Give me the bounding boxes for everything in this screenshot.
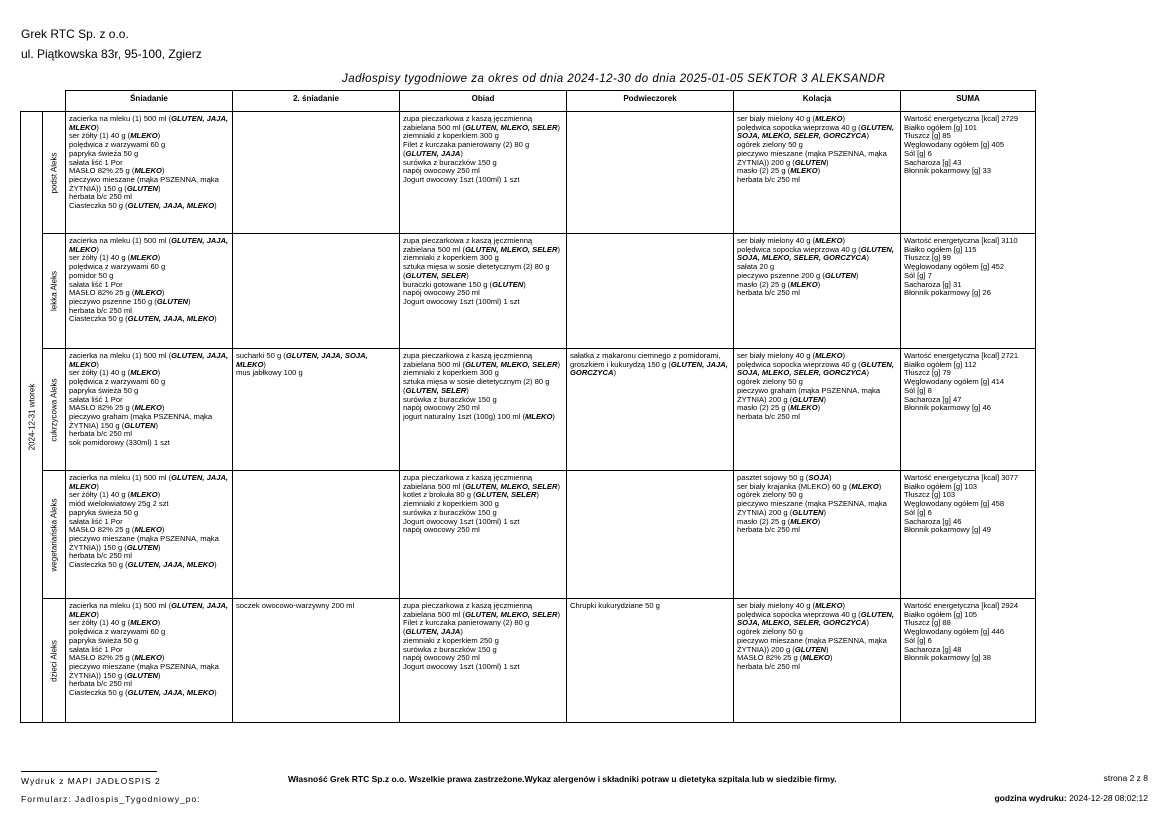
diet-cell bbox=[43, 471, 66, 599]
print-time-value: 2024-12-28 08:02:12 bbox=[1069, 793, 1148, 803]
cell-sniadanie: zacierka na mleku (1) 500 ml (GLUTEN, JAJA, MLEKO) ser żółty (1) 40 g (MLEKO) polędwica z warzywami 60 g papryka świeża 50 g sałata liść 1 Por MASŁO 82% 25 g (MLEKO) pieczywo graham (mąka PSZENNA, mąka ŻYTNIA) 150 g (GLUTEN) herbata b/c 250 ml sok pomidorowy (330ml) 1 szt bbox=[66, 349, 233, 471]
cell-podwieczorek bbox=[567, 471, 734, 599]
header-kolacja: Kolacja bbox=[734, 91, 901, 112]
diet-label: wegetariańska Aleks bbox=[49, 498, 59, 571]
header-2-sniadanie: 2. śniadanie bbox=[233, 91, 400, 112]
cell-kolacja: ser biały mielony 40 g (MLEKO) polędwica sopocka wieprzowa 40 g (GLUTEN, SOJA, MLEKO, SELER, GORCZYCA) ogórek zielony 50 g pieczywo mieszane (mąka PSZENNA, mąka ŻYTNIA)) 200 g (GLUTEN) masło (2) 25 g (MLEKO) herbata b/c 250 ml bbox=[734, 112, 901, 234]
cell-suma: Wartość energetyczna [kcal] 3077 Białko ogółem [g] 103 Tłuszcz [g] 103 Węglowodany ogółem [g] 458 Sól [g] 6 Sacharoza [g] 46 Błonnik pokarmowy [g] 49 bbox=[901, 471, 1036, 599]
header-obiad: Obiad bbox=[400, 91, 567, 112]
cell-sniadanie: zacierka na mleku (1) 500 ml (GLUTEN, JAJA, MLEKO) ser żółty (1) 40 g (MLEKO) polędwica z warzywami 60 g pomidor 50 g sałata liść 1 Por MASŁO 82% 25 g (MLEKO) pieczywo pszenne 150 g (GLUTEN) herbata b/c 250 ml Ciasteczka 50 g (GLUTEN, JAJA, MLEKO) bbox=[66, 234, 233, 349]
cell-obiad: zupa pieczarkowa z kaszą jęczmienną zabielana 500 ml (GLUTEN, MLEKO, SELER) ziemniaki z koperkiem 300 g Filet z kurczaka panierowany (2) 80 g (GLUTEN, JAJA) surówka z buraczków 150 g napój owocowy 250 ml Jogurt owocowy 1szt (100ml) 1 szt bbox=[400, 112, 567, 234]
cell-sniadanie: zacierka na mleku (1) 500 ml (GLUTEN, JAJA, MLEKO) ser żółty (1) 40 g (MLEKO) polędwica z warzywami 60 g papryka świeża 50 g sałata liść 1 Por MASŁO 82% 25 g (MLEKO) pieczywo mieszane (mąka PSZENNA, mąka ŻYTNIA)) 150 g (GLUTEN) herbata b/c 250 ml Ciasteczka 50 g (GLUTEN, JAJA, MLEKO) bbox=[66, 599, 233, 723]
header-row bbox=[21, 91, 1036, 112]
print-time bbox=[994, 793, 1148, 803]
header-blank bbox=[21, 91, 43, 112]
cell-suma: Wartość energetyczna [kcal] 3110 Białko ogółem [g] 115 Tłuszcz [g] 99 Węglowodany ogółem [g] 452 Sól [g] 7 Sacharoza [g] 31 Błonnik pokarmowy [g] 26 bbox=[901, 234, 1036, 349]
diet-row bbox=[21, 234, 1036, 349]
cell-2-sniadanie: soczek owocowo-warzywny 200 ml bbox=[233, 599, 400, 723]
diet-cell bbox=[43, 349, 66, 471]
cell-kolacja: pasztet sojowy 50 g (SOJA) ser biały krajanka (MLEKO) 60 g (MLEKO) ogórek zielony 50 g pieczywo mieszane (mąka PSZENNA, mąka ŻYTNIA) 200 g (GLUTEN) masło (2) 25 g (MLEKO) herbata b/c 250 ml bbox=[734, 471, 901, 599]
page-number: strona 2 z 8 bbox=[1103, 773, 1148, 783]
page-title: Jadłospisy tygodniowe za okres od dnia 2024-12-30 do dnia 2025-01-05 SEKTOR 3 ALEKSANDR bbox=[342, 73, 886, 85]
header-blank bbox=[43, 91, 66, 112]
diet-label: cukrzycowa Aleks bbox=[49, 377, 59, 442]
diet-label: dzieci Aleks bbox=[49, 639, 59, 682]
cell-podwieczorek: sałatka z makaronu ciemnego z pomidorami, groszkiem i kukurydzą 150 g (GLUTEN, JAJA, GORCZYCA) bbox=[567, 349, 734, 471]
company-address: ul. Piątkowska 83r, 95-100, Zgierz bbox=[21, 47, 202, 61]
cell-2-sniadanie bbox=[233, 471, 400, 599]
cell-suma: Wartość energetyczna [kcal] 2729 Białko ogółem [g] 101 Tłuszcz [g] 85 Węglowodany ogółem [g] 405 Sól [g] 6 Sacharoza [g] 43 Błonnik pokarmowy [g] 33 bbox=[901, 112, 1036, 234]
company-name: Grek RTC Sp. z o.o. bbox=[21, 27, 129, 41]
diet-row bbox=[21, 349, 1036, 471]
cell-obiad: zupa pieczarkowa z kaszą jęczmienną zabielana 500 ml (GLUTEN, MLEKO, SELER) ziemniaki z koperkiem 300 g sztuka mięsa w sosie dietetycznym (2) 80 g (GLUTEN, SELER) buraczki gotowane 150 g (GLUTEN) napój owocowy 250 ml Jogurt owocowy 1szt (100ml) 1 szt bbox=[400, 234, 567, 349]
footer-source: Wydruk z MAPI JADŁOSPIS 2 bbox=[21, 776, 161, 786]
cell-suma: Wartość energetyczna [kcal] 2721 Białko ogółem [g] 112 Tłuszcz [g] 79 Węglowodany ogółem [g] 414 Sól [g] 8 Sacharoza [g] 47 Błonnik pokarmowy [g] 46 bbox=[901, 349, 1036, 471]
diet-cell bbox=[43, 599, 66, 723]
header-sniadanie: Śniadanie bbox=[66, 91, 233, 112]
print-time-label: godzina wydruku: bbox=[994, 793, 1067, 803]
cell-2-sniadanie bbox=[233, 234, 400, 349]
cell-podwieczorek bbox=[567, 112, 734, 234]
company-block bbox=[21, 24, 202, 64]
header-podwieczorek: Podwieczorek bbox=[567, 91, 734, 112]
cell-kolacja: ser biały mielony 40 g (MLEKO) polędwica sopocka wieprzowa 40 g (GLUTEN, SOJA, MLEKO, SELER, GORCZYCA) ogórek zielony 50 g pieczywo mieszane (mąka PSZENNA, mąka ŻYTNIA)) 200 g (GLUTEN) MASŁO 82% 25 g (MLEKO) herbata b/c 250 ml bbox=[734, 599, 901, 723]
date-cell bbox=[21, 112, 43, 723]
footer-left bbox=[21, 772, 201, 808]
cell-sniadanie: zacierka na mleku (1) 500 ml (GLUTEN, JAJA, MLEKO) ser żółty (1) 40 g (MLEKO) polędwica z warzywami 60 g papryka świeża 50 g sałata liść 1 Por MASŁO 82% 25 g (MLEKO) pieczywo mieszane (mąka PSZENNA, mąka ŻYTNIA)) 150 g (GLUTEN) herbata b/c 250 ml Ciasteczka 50 g (GLUTEN, JAJA, MLEKO) bbox=[66, 112, 233, 234]
cell-suma: Wartość energetyczna [kcal] 2924 Białko ogółem [g] 105 Tłuszcz [g] 88 Węglowodany ogółem [g] 446 Sól [g] 6 Sacharoza [g] 48 Błonnik pokarmowy [g] 38 bbox=[901, 599, 1036, 723]
diet-row bbox=[21, 599, 1036, 723]
footer-copyright: Własność Grek RTC Sp.z o.o. Wszelkie prawa zastrzeżone.Wykaz alergenów i składniki potraw u dietetyka szpitala lub w siedzibie firmy. bbox=[288, 774, 837, 784]
cell-2-sniadanie: sucharki 50 g (GLUTEN, JAJA, SOJA, MLEKO) mus jabłkowy 100 g bbox=[233, 349, 400, 471]
cell-obiad: zupa pieczarkowa z kaszą jęczmienną zabielana 500 ml (GLUTEN, MLEKO, SELER) ziemniaki z koperkiem 300 g sztuka mięsa w sosie dietetycznym (2) 80 g (GLUTEN, SELER) surówka z buraczków 150 g napój owocowy 250 ml jogurt naturalny 1szt (100g) 100 ml (MLEKO) bbox=[400, 349, 567, 471]
diet-label: lekka Aleks bbox=[49, 270, 59, 312]
diet-row bbox=[21, 471, 1036, 599]
header-suma: SUMA bbox=[901, 91, 1036, 112]
menu-table bbox=[20, 90, 1036, 723]
cell-podwieczorek: Chrupki kukurydziane 50 g bbox=[567, 599, 734, 723]
cell-kolacja: ser biały mielony 40 g (MLEKO) polędwica sopocka wieprzowa 40 g (GLUTEN, SOJA, MLEKO, SELER, GORCZYCA) ogórek zielony 50 g pieczywo graham (mąka PSZENNA, mąka ŻYTNIA) 200 g (GLUTEN) masło (2) 25 g (MLEKO) herbata b/c 250 ml bbox=[734, 349, 901, 471]
cell-obiad: zupa pieczarkowa z kaszą jęczmienną zabielana 500 ml (GLUTEN, MLEKO, SELER) kotlet z brokuła 80 g (GLUTEN, SELER) ziemniaki z koperkiem 300 g surówka z buraczków 150 g Jogurt owocowy 1szt (100ml) 1 szt napój owocowy 250 ml bbox=[400, 471, 567, 599]
diet-row bbox=[21, 112, 1036, 234]
diet-cell bbox=[43, 234, 66, 349]
footer-form: Formularz: Jadlospis_Tygodniowy_po: bbox=[21, 794, 201, 804]
cell-kolacja: ser biały mielony 40 g (MLEKO) polędwica sopocka wieprzowa 40 g (GLUTEN, SOJA, MLEKO, SELER, GORCZYCA) sałata 20 g pieczywo pszenne 200 g (GLUTEN) masło (2) 25 g (MLEKO) herbata b/c 250 ml bbox=[734, 234, 901, 349]
cell-sniadanie: zacierka na mleku (1) 500 ml (GLUTEN, JAJA, MLEKO) ser żółty (1) 40 g (MLEKO) miód wielokwiatowy 25g 2 szt papryka świeża 50 g sałata liść 1 Por MASŁO 82% 25 g (MLEKO) pieczywo mieszane (mąka PSZENNA, mąka ŻYTNIA)) 150 g (GLUTEN) herbata b/c 250 ml Ciasteczka 50 g (GLUTEN, JAJA, MLEKO) bbox=[66, 471, 233, 599]
date-label: 2024-12-31 wtorek bbox=[27, 383, 36, 451]
cell-obiad: zupa pieczarkowa z kaszą jęczmienną zabielana 500 ml (GLUTEN, MLEKO, SELER) Filet z kurczaka panierowany (2) 80 g (GLUTEN, JAJA) ziemniaki z koperkiem 250 g surówka z buraczków 150 g napój owocowy 250 ml Jogurt owocowy 1szt (100ml) 1 szt bbox=[400, 599, 567, 723]
cell-podwieczorek bbox=[567, 234, 734, 349]
diet-label: podst Aleks bbox=[49, 152, 59, 193]
diet-cell bbox=[43, 112, 66, 234]
menu-body bbox=[21, 112, 1036, 723]
cell-2-sniadanie bbox=[233, 112, 400, 234]
